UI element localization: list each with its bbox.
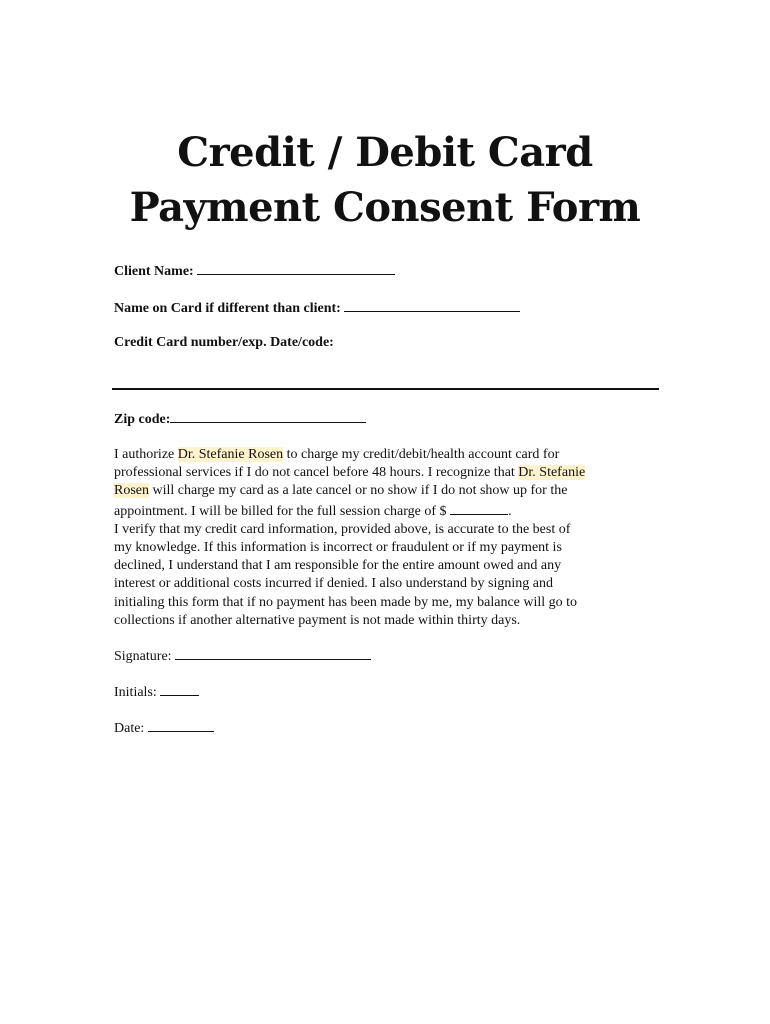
form-title-line-2: Payment Consent Form xyxy=(129,184,641,231)
auth-text: will charge my card as a late cancel or no show if I do not show up for the xyxy=(149,483,568,499)
verify-text: I verify that my credit card information, provided above, is accurate to the best of xyxy=(114,521,571,537)
client-name-field[interactable] xyxy=(197,261,395,275)
date-field[interactable] xyxy=(148,718,214,732)
provider-name-highlight: Rosen xyxy=(114,483,149,499)
signature-label: Signature: xyxy=(114,649,172,664)
provider-name-highlight: Dr. Stefanie Rosen xyxy=(177,447,284,462)
card-number-field[interactable] xyxy=(112,388,659,390)
signature-row xyxy=(114,646,371,666)
auth-text: to charge my credit/debit/health account card for xyxy=(283,447,560,462)
name-on-card-label: Name on Card if different than client: xyxy=(114,301,341,316)
card-number-label: Credit Card number/exp. Date/code: xyxy=(114,335,334,350)
initials-label: Initials: xyxy=(114,685,157,700)
date-row xyxy=(114,718,214,738)
name-on-card-row xyxy=(114,298,520,318)
date-label: Date: xyxy=(114,721,145,736)
card-number-row xyxy=(114,334,334,352)
provider-name-highlight: Dr. Stefanie xyxy=(518,465,586,481)
auth-text: . xyxy=(508,503,512,519)
auth-text: professional services if I do not cancel before 48 hours. I recognize that xyxy=(114,465,519,481)
auth-text: I authorize xyxy=(114,447,178,462)
zip-code-row xyxy=(114,409,366,429)
auth-text: appointment. I will be billed for the full session charge of $ xyxy=(114,503,451,519)
verify-text: collections if another alternative payment is not made within thirty days. xyxy=(114,612,521,628)
zip-code-label: Zip code: xyxy=(114,412,171,427)
client-name-label: Client Name: xyxy=(114,264,194,279)
form-title-line-1: Credit / Debit Card xyxy=(177,129,593,176)
verify-text: interest or additional costs incurred if denied. I also understand by signing and xyxy=(114,576,553,592)
initials-field[interactable] xyxy=(160,682,199,696)
verify-text: my knowledge. If this information is incorrect or fraudulent or if my payment is xyxy=(114,540,562,556)
name-on-card-field[interactable] xyxy=(344,298,520,312)
client-name-row xyxy=(114,261,395,281)
verify-text: initialing this form that if no payment has been made by me, my balance will go to xyxy=(114,594,578,610)
authorization-paragraph xyxy=(114,446,674,630)
signature-field[interactable] xyxy=(175,646,371,660)
zip-code-field[interactable] xyxy=(170,409,366,423)
verify-text: declined, I understand that I am responsible for the entire amount owed and any xyxy=(114,558,562,574)
initials-row xyxy=(114,682,199,702)
session-charge-field[interactable] xyxy=(450,501,508,515)
